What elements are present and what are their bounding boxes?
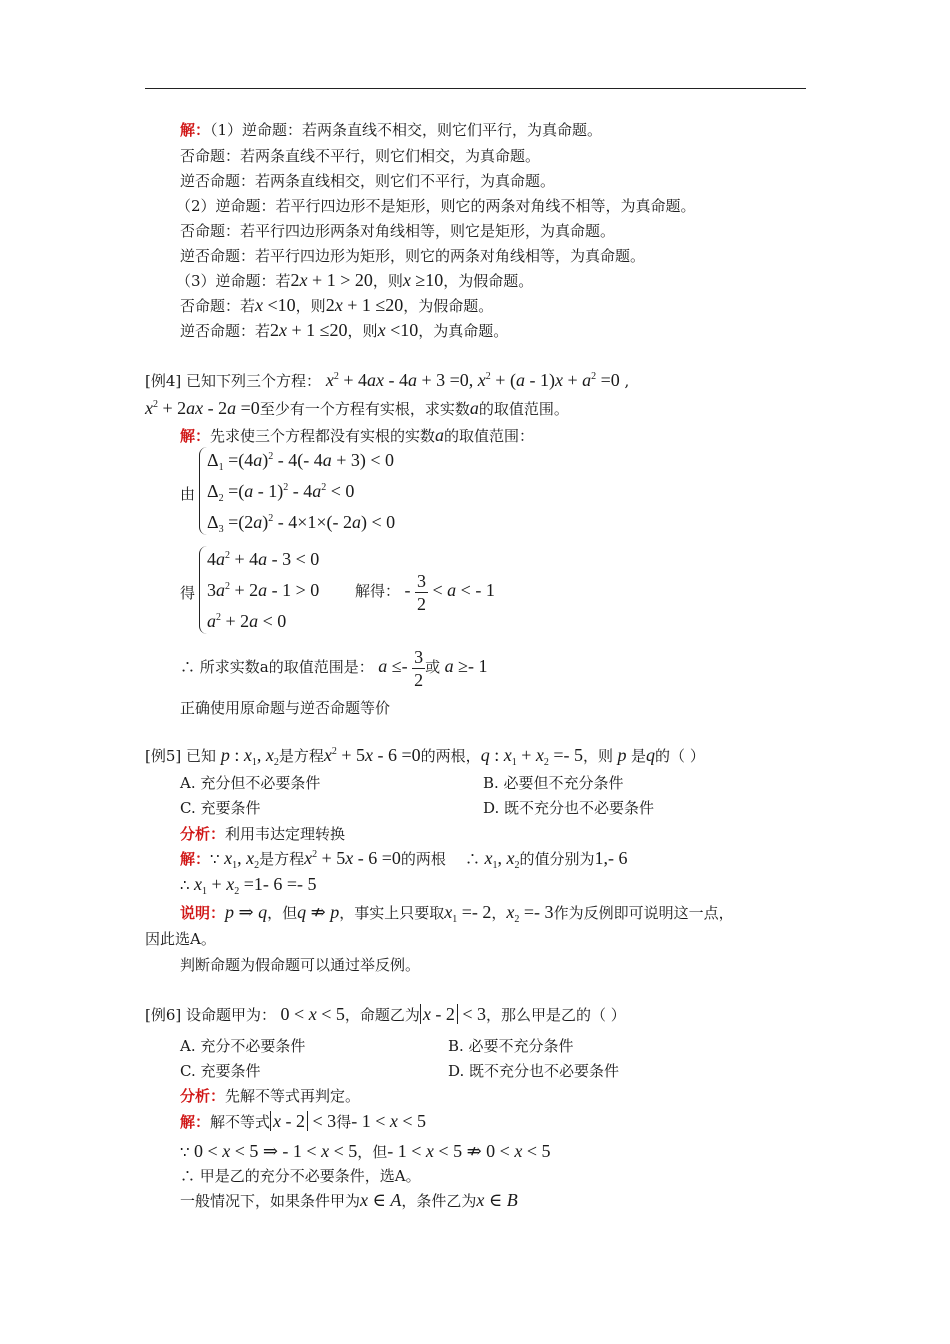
example4-question-line-2: $x^2 + 2ax - 2a =0$至少有一个方程有实根，求实数a的取值范围。 (145, 398, 569, 418)
example5-option-a: A. 充分但不必要条件 (180, 774, 321, 792)
inequality-1: $4a^2 + 4a - 3 < 0$ (207, 549, 320, 569)
discriminant-2: $\Delta_2 =(a - 1)^2 - 4a^2 < 0$ (207, 481, 355, 504)
example5-option-c: C. 充要条件 (180, 799, 261, 817)
example4-note: 正确使用原命题与逆否命题等价 (180, 699, 391, 717)
example6-solution-2: ∵ 0 < x < 5 ⇒ - 1 < x < 5，但- 1 < x < 5 ⇏ 0 < x < 5 (180, 1141, 551, 1161)
example5-question: [例5] 已知 p : $x_1$, $x_2$是方程$x^2 + 5x - 6 =0$的两根，q : $x_1 + x_2 =- 5$，则 p 是q的（ ） (145, 745, 705, 768)
solution-line-2: 否命题：若两条直线不平行，则它们相交，为真命题。 (180, 147, 541, 165)
solution-line-5: 否命题：若平行四边形两条对角线相等，则它是矩形，为真命题。 (180, 222, 616, 240)
example6-option-a: A. 充分不必要条件 (180, 1037, 306, 1055)
example5-explanation-cont: 因此选A。 (145, 930, 216, 948)
example5-analysis: 分析：利用韦达定理转换 (180, 825, 346, 843)
discriminant-3: $\Delta_3 =(2a)^2 - 4\times 1\times(-$ 2a) < 0 (207, 512, 396, 535)
example5-solution-2: ∴ $x_1 + x_2 =1-$ 6 =- 5 (180, 874, 317, 897)
example6-general: 一般情况下，如果条件甲为x ∈ A，条件乙为x ∈ B (180, 1190, 518, 1210)
example4-question-line-1: [例4] 已知下列三个方程： $x^2 + 4ax - 4a + 3 =0$, $x^2 + (a - 1)x + a^2 =0$ , (145, 370, 630, 390)
example5-option-b: B. 必要但不充分条件 (483, 774, 624, 792)
example6-conclusion: ∴ 甲是乙的充分不必要条件，选A。 (180, 1167, 421, 1185)
example6-solution-1: 解：解不等式 x - 2 < 3得- 1 < x < 5 (180, 1111, 427, 1131)
you-label: 由 (180, 485, 196, 503)
example5-solution-1: 解：∵ $x_1$, $x_2$是方程$x^2 + 5x - 6 =0$的两根 ∴ $x_1$, $x_2$的值分别为1,- 6 (180, 848, 628, 871)
solution-line-3: 逆否命题：若两条直线相交，则它们不平行，为真命题。 (180, 172, 556, 190)
example5-option-d: D. 既不充分也不必要条件 (483, 799, 655, 817)
example6-option-b: B. 必要不充分条件 (448, 1037, 574, 1055)
header-rule (145, 88, 806, 89)
solve-result: 解得： - $\frac{3}{2}$ < a < - 1 (355, 570, 495, 614)
solution-line-4: （2）逆命题：若平行四边形不是矩形，则它的两条对角线不相等，为真命题。 (176, 197, 696, 215)
example5-note: 判断命题为假命题可以通过举反例。 (180, 956, 421, 974)
solution-line-6: 逆否命题：若平行四边形为矩形，则它的两条对角线相等，为真命题。 (180, 247, 646, 265)
inequality-3: $a^2 + 2a < 0$ (207, 611, 287, 631)
discriminant-1: $\Delta_1 =(4a)^2 - 4(-$ 4a + 3) < 0 (207, 450, 395, 473)
solution-label: 解： (180, 121, 211, 139)
solution-line-9: 逆否命题：若2x + 1 ≤20，则x <10，为真命题。 (180, 320, 509, 340)
solution-line-8: 否命题：若x <10，则2x + 1 ≤20，为假命题。 (180, 295, 494, 315)
example4-solution-intro: 解：先求使三个方程都没有实根的实数a的取值范围： (180, 425, 535, 445)
de-label: 得 (180, 584, 196, 602)
inequality-2: $3a^2 + 2a - 1 > 0$ (207, 580, 320, 600)
example4-conclusion: ∴ 所求实数a的取值范围是： a ≤- $\frac{3}{2}$ 或 a ≥- 1 (180, 646, 488, 690)
example6-option-d: D. 既不充分也不必要条件 (448, 1062, 620, 1080)
solution-line-1: 解：（1）逆命题：若两条直线不相交，则它们平行，为真命题。 (180, 121, 603, 139)
example6-analysis: 分析：先解不等式再判定。 (180, 1087, 361, 1105)
example6-question: [例6] 设命题甲为： 0 < x < 5，命题乙为 x - 2 < 3，那么甲是乙的（ ） (145, 1004, 626, 1024)
example6-option-c: C. 充要条件 (180, 1062, 261, 1080)
solution-line-7: （3）逆命题：若2x + 1 > 20，则x ≥10，为假命题。 (176, 270, 534, 290)
example5-explanation: 说明：p ⇒ q，但q ⇏ p，事实上只要取$x_1 =- 2$，$x_2 =- 3$作为反例即可说明这一点， (180, 902, 734, 925)
